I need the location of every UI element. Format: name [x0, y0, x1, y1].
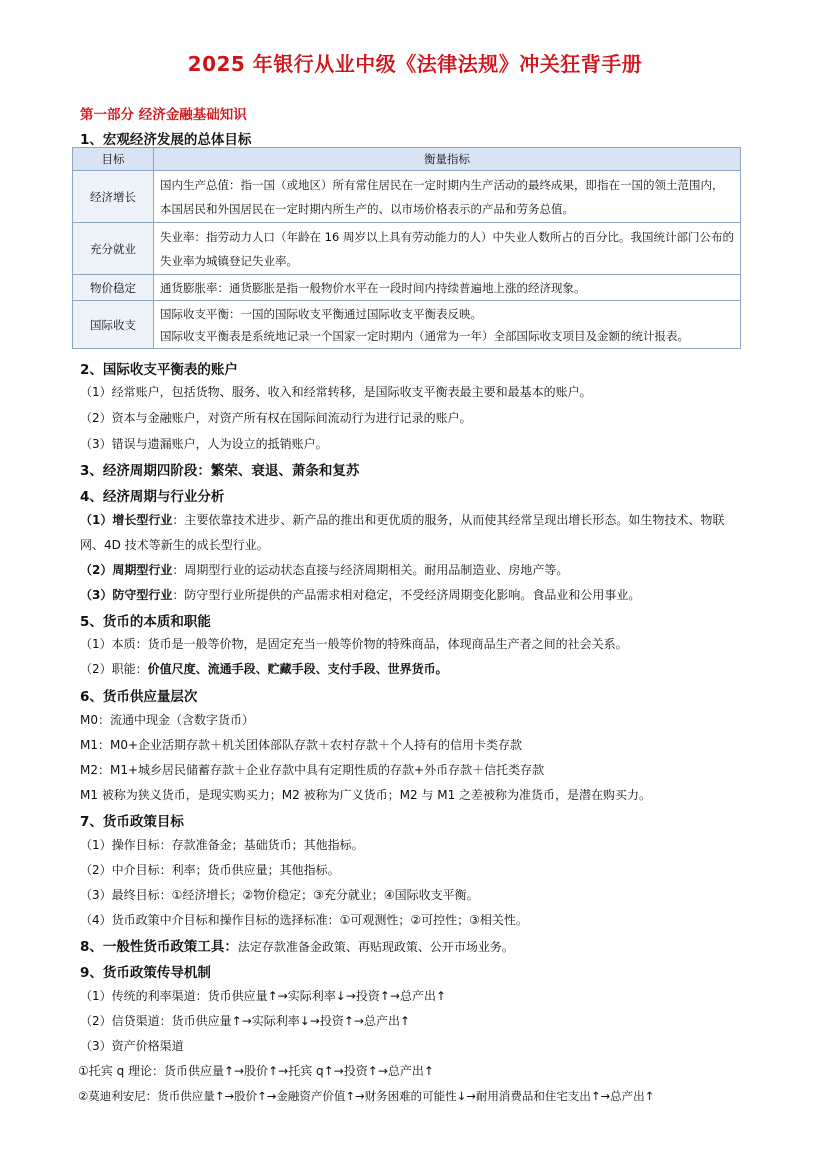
list-item: ①托宾 q 理论：货币供应量↑→股价↑→托宾 q↑→投资↑→总产出↑ [78, 1064, 434, 1078]
table-cell-goal: 充分就业 [73, 223, 154, 275]
table-cell-indicator: 国内生产总值：指一国（或地区）所有常住居民在一定时期内生产活动的最终成果，即指在一国的领土范围内，本国居民和外国居民在一定时期内所生产的、以市场价格表示的产品和劳务总值。 [154, 171, 741, 223]
item-bold-label: （3）防守型行业 [80, 588, 173, 602]
list-item: M2：M1+城乡居民储蓄存款＋企业存款中具有定期性质的存款+外币存款＋信托类存款 [80, 763, 545, 777]
table-row [73, 301, 741, 349]
item-prefix: （2）职能： [80, 662, 148, 676]
document-title: 2025 年银行从业中级《法律法规》冲关狂背手册 [187, 52, 643, 76]
list-item: M0：流通中现金（含数字货币） [80, 713, 254, 727]
list-item: （2）中介目标：利率；货币供应量；其他指标。 [80, 863, 340, 877]
list-item [80, 661, 448, 677]
item-bold-label: （2）周期型行业 [80, 563, 173, 577]
item-text: ：主要依靠技术进步、新产品的推出和更优质的服务，从而使其经常呈现出增长形态。如生物技术、物联 [172, 513, 725, 527]
section-6-heading: 6、货币供应量层次 [80, 689, 198, 705]
table-header-indicator: 衡量指标 [154, 148, 741, 171]
list-item: （2）资本与金融账户，对资产所有权在国际间流动行为进行记录的账户。 [80, 411, 472, 425]
list-item [80, 562, 568, 578]
table-header-row [73, 148, 741, 171]
table-cell-goal: 国际收支 [73, 301, 154, 349]
list-item: （1）传统的利率渠道：货币供应量↑→实际利率↓→投资↑→总产出↑ [80, 989, 447, 1003]
list-item: （2）信贷渠道：货币供应量↑→实际利率↓→投资↑→总产出↑ [80, 1014, 411, 1028]
section-3-heading: 3、经济周期四阶段：繁荣、衰退、萧条和复苏 [80, 463, 360, 479]
table-header-goal: 目标 [73, 148, 154, 171]
section-1-heading: 1、宏观经济发展的总体目标 [80, 132, 252, 148]
list-item: M1 被称为狭义货币，是现实购买力；M2 被称为广义货币；M2 与 M1 之差被称为准货币，是潜在购买力。 [80, 788, 652, 802]
list-item: ②莫迪利安尼：货币供应量↑→股价↑→金融资产价值↑→财务困难的可能性↓→耐用消费品和住宅支出↑→总产出↑ [78, 1089, 655, 1103]
list-item: （1）操作目标：存款准备金；基础货币；其他指标。 [80, 838, 364, 852]
list-item [80, 512, 724, 528]
list-item: （3）错误与遗漏账户，人为设立的抵销账户。 [80, 437, 328, 451]
list-item: （1）本质：货币是一般等价物，是固定充当一般等价物的特殊商品，体现商品生产者之间的社会关系。 [80, 637, 628, 651]
table-row [73, 223, 741, 275]
item-bold-text: 价值尺度、流通手段、贮藏手段、支付手段、世界货币。 [147, 662, 448, 676]
list-item: M1：M0+企业活期存款＋机关团体部队存款＋农村存款＋个人持有的信用卡类存款 [80, 738, 523, 752]
table-row [73, 171, 741, 223]
indicator-line: 国际收支平衡表是系统地记录一个国家一定时期内（通常为一年）全部国际收支项目及金额的统计报表。 [160, 328, 689, 343]
list-item-continuation: 网、4D 技术等新生的成长型行业。 [80, 538, 269, 552]
section-2-heading: 2、国际收支平衡表的账户 [80, 362, 238, 378]
section-9-heading: 9、货币政策传导机制 [80, 965, 211, 981]
table-cell-indicator [154, 301, 741, 349]
table-cell-goal: 经济增长 [73, 171, 154, 223]
list-item: （3）资产价格渠道 [80, 1039, 184, 1053]
table-cell-goal: 物价稳定 [73, 275, 154, 301]
indicator-line: 国际收支平衡：一国的国际收支平衡通过国际收支平衡表反映。 [160, 306, 482, 321]
item-bold-label: （1）增长型行业 [80, 513, 173, 527]
part-heading: 第一部分 经济金融基础知识 [80, 107, 247, 123]
section-4-heading: 4、经济周期与行业分析 [80, 489, 225, 505]
section-8 [80, 935, 514, 955]
list-item: （1）经常账户，包括货物、服务、收入和经常转移，是国际收支平衡表最主要和最基本的账户。 [80, 385, 592, 399]
macro-goals-table [72, 147, 741, 349]
section-5-heading: 5、货币的本质和职能 [80, 614, 211, 630]
list-item: （4）货币政策中介目标和操作目标的选择标准：①可观测性；②可控性；③相关性。 [80, 913, 528, 927]
section-8-heading: 8、一般性货币政策工具： [80, 939, 238, 955]
item-text: ：周期型行业的运动状态直接与经济周期相关。耐用品制造业、房地产等。 [172, 563, 569, 577]
section-7-heading: 7、货币政策目标 [80, 814, 184, 830]
table-row [73, 275, 741, 301]
item-text: ：防守型行业所提供的产品需求相对稳定，不受经济周期变化影响。食品业和公用事业。 [172, 588, 641, 602]
section-8-text: 法定存款准备金政策、再贴现政策、公开市场业务。 [237, 940, 514, 954]
list-item [80, 587, 640, 603]
table-cell-indicator: 通货膨胀率：通货膨胀是指一般物价水平在一段时间内持续普遍地上涨的经济现象。 [154, 275, 741, 301]
table-cell-indicator: 失业率：指劳动力人口（年龄在 16 周岁以上具有劳动能力的人）中失业人数所占的百分比。我国统计部门公布的失业率为城镇登记失业率。 [154, 223, 741, 275]
list-item: （3）最终目标：①经济增长；②物价稳定；③充分就业；④国际收支平衡。 [80, 888, 479, 902]
